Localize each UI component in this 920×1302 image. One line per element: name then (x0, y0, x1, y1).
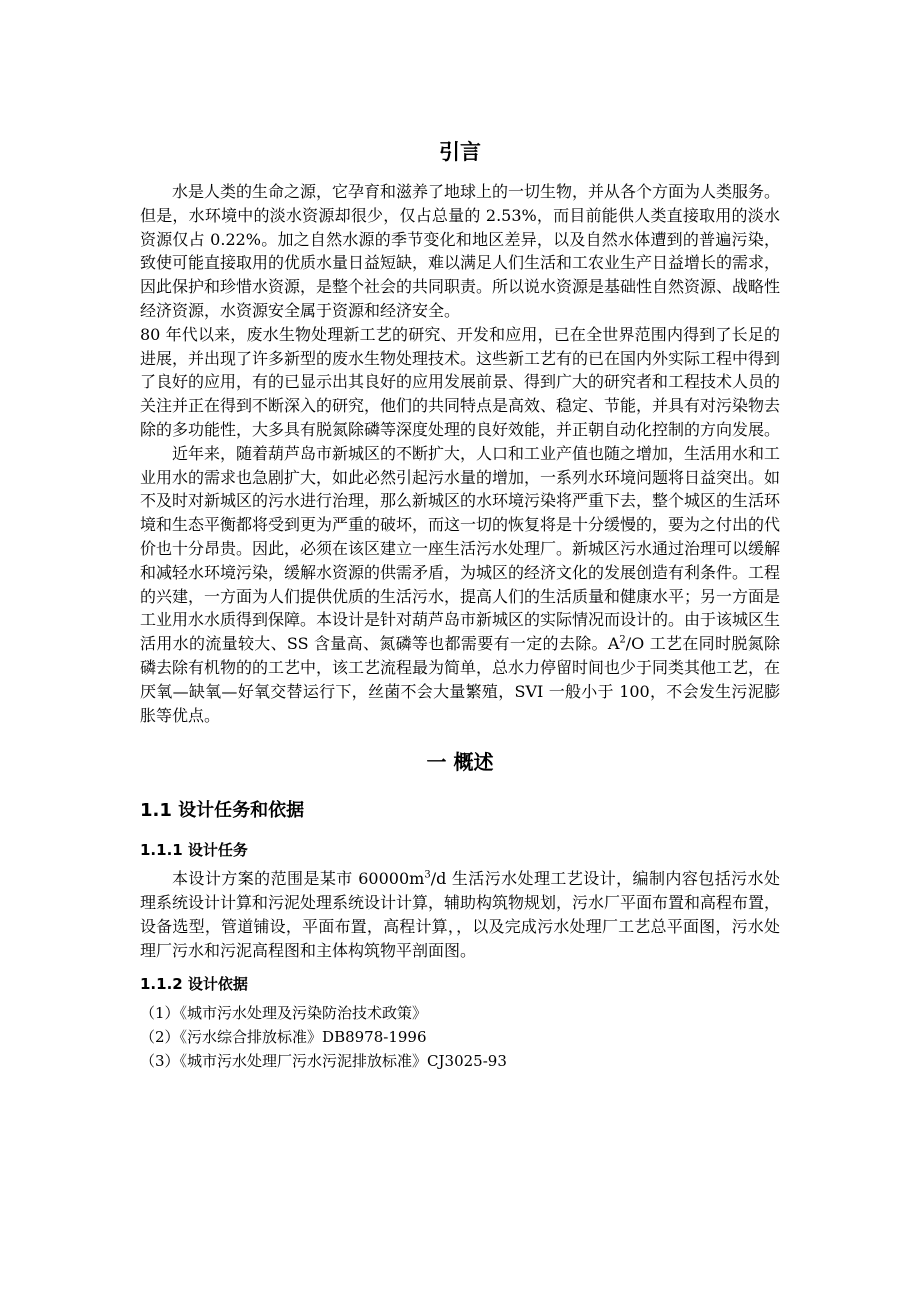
intro-paragraph-3 (140, 442, 780, 728)
list-item: （1）《城市污水处理及污染防治技术政策》 (140, 1003, 428, 1022)
design-task-paragraph (140, 867, 780, 962)
subsection-1-1-1-title: 1.1.1 设计任务 (140, 841, 248, 860)
intro-title: 引言 (439, 140, 481, 164)
intro-paragraph-1: 水是人类的生命之源，它孕育和滋养了地球上的一切生物，并从各个方面为人类服务。但是，水环境中的淡水资源却很少，仅占总量的 2.53%，而目前能供人类直接取用的淡水资源仅占 0.22%。加之自然水源的季节变化和地区差异，以及自然水体遭到的普遍污染，致使可能直接取用的优质水量日益短缺，难以满足人们生活和工农业生产日益增长的需求，因此保护和珍惜水资源，是整个社会的共同职责。所以说水资源是基础性自然资源、战略性经济资源，水资源安全属于资源和经济安全。 (140, 182, 781, 320)
design-task-text-b: /d 生活污水处理工艺设计，编制内容包括污水处理系统设计计算和污泥处理系统设计计算，辅助构筑物规划，污水厂平面布置和高程布置，设备选型，管道铺设，平面布置，高程计算，，以及完成污水处理厂工艺总平面图，污水处理厂污水和污泥高程图和主体构筑物平剖面图。 (140, 869, 781, 960)
chapter-1-title: 一 概述 (426, 750, 494, 775)
page-content (140, 132, 780, 1073)
superscript-2: 2 (619, 634, 626, 646)
intro-paragraph-3-text-a: 近年来，随着葫芦岛市新城区的不断扩大，人口和工业产值也随之增加，生活用水和工业用水的需求也急剧扩大，如此必然引起污水量的增加，一系列水环境问题将日益突出。如不及时对新城区的污水进行治理，那么新城区的水环境污染将严重下去，整个城区的生活环境和生态平衡都将受到更为严重的破坏，而这一切的恢复将是十分缓慢的，要为之付出的代价也十分昂贵。因此，必须在该区建立一座生活污水处理厂。新城区污水通过治理可以缓解和减轻水环境污染，缓解水资源的供需矛盾，为城区的经济文化的发展创造有利条件。工程的兴建，一方面为人们提供优质的生活污水，提高人们的生活质量和健康水平；另一方面是工业用水水质得到保障。本设计是针对葫芦岛市新城区的实际情况而设计的。由于该城区生活用水的流量较大、SS 含量高、氮磷等也都需要有一定的去除。A (140, 443, 781, 654)
design-basis-list (140, 1001, 780, 1073)
intro-paragraph-3-text-b: /O 工艺在同时脱氮除磷去除有机物的的工艺中，该工艺流程最为简单，总水力停留时间也少于同类其他工艺，在厌氧—缺氧—好氧交替运行下，丝菌不会大量繁殖，SVI 一般小于 100，不会发生污泥膨胀等优点。 (140, 634, 781, 725)
intro-paragraph-2: 80 年代以来，废水生物处理新工艺的研究、开发和应用，已在全世界范围内得到了长足的进展，并出现了许多新型的废水生物处理技术。这些新工艺有的已在国内外实际工程中得到了良好的应用，有的已显示出其良好的应用发展前景、得到广大的研究者和工程技术人员的关注并正在得到不断深入的研究，他们的共同特点是高效、稳定、节能，并具有对污染物去除的多功能性，大多具有脱氮除磷等深度处理的良好效能，并正朝自动化控制的方向发展。 (140, 324, 781, 439)
design-task-text-a: 本设计方案的范围是某市 60000m (172, 869, 425, 889)
section-1-1-title: 1.1 设计任务和依据 (140, 800, 305, 822)
subsection-1-1-2-title: 1.1.2 设计依据 (140, 974, 248, 993)
list-item: （2）《污水综合排放标准》DB8978-1996 (140, 1027, 427, 1046)
list-item: （3）《城市污水处理厂污水污泥排放标准》CJ3025-93 (140, 1051, 507, 1070)
superscript-3: 3 (424, 870, 431, 881)
